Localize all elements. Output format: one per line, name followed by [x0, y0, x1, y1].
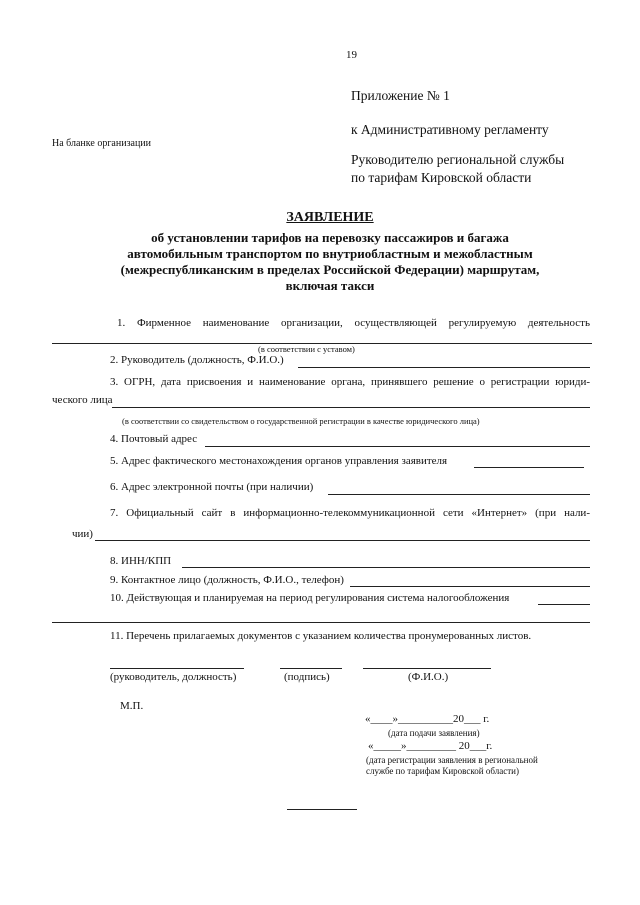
field-6-line[interactable] — [328, 494, 590, 495]
addressee-line-2: по тарифам Кировской области — [351, 170, 532, 185]
field-3-hint: (в соответствии со свидетельством о государственной регистрации в качестве юридического лица) — [122, 416, 480, 426]
submission-date-hint: (дата подачи заявления) — [388, 728, 480, 738]
name-caption: (Ф.И.О.) — [408, 671, 449, 683]
field-11-label: 11. Перечень прилагаемых документов с указанием количества пронумерованных листов. — [110, 630, 532, 642]
signature-line[interactable] — [280, 668, 342, 669]
title-line-4: включая такси — [285, 278, 375, 293]
position-caption: (руководитель, должность) — [110, 671, 237, 683]
registration-date-hint-2: службе по тарифам Кировской области) — [366, 766, 519, 776]
title-line-1: об установлении тарифов на перевозку пассажиров и багажа — [151, 230, 509, 245]
submission-date[interactable]: «____»__________20___ г. — [365, 713, 490, 725]
field-8-label: 8. ИНН/КПП — [110, 555, 172, 567]
document-title: ЗАЯВЛЕНИЕ — [286, 210, 374, 225]
signature-caption: (подпись) — [284, 671, 330, 683]
field-5-label: 5. Адрес фактического местонахождения органов управления заявителя — [110, 455, 448, 467]
field-7-label: 7. Официальный сайт в информационно-телекоммуникационной сети «Интернет» (при нали- — [110, 507, 590, 519]
registration-date[interactable]: «_____»_________ 20___г. — [368, 740, 493, 752]
addressee-line-1: Руководителю региональной службы — [351, 152, 565, 167]
page-number: 19 — [346, 49, 357, 61]
field-10-line[interactable] — [538, 604, 590, 605]
field-7-label-cont: чии) — [72, 528, 93, 540]
stamp-place: М.П. — [120, 700, 144, 712]
title-line-3: (межреспубликанским в пределах Российской Федерации) маршрутам, — [120, 262, 540, 277]
field-4-label: 4. Почтовый адрес — [110, 433, 198, 445]
field-1-label: 1. Фирменное наименование организации, осуществляющей регулируемую деятельность — [117, 317, 590, 329]
field-3-line[interactable] — [112, 407, 590, 408]
org-blank-note: На бланке организации — [52, 138, 152, 149]
field-4-line[interactable] — [205, 446, 590, 447]
regulation-label: к Административному регламенту — [351, 122, 549, 137]
footer-separator — [287, 809, 357, 810]
field-6-label: 6. Адрес электронной почты (при наличии) — [110, 481, 314, 493]
field-2-line[interactable] — [298, 367, 590, 368]
field-10-line-2[interactable] — [52, 622, 590, 623]
field-7-line[interactable] — [95, 540, 590, 541]
field-1-hint: (в соответствии с уставом) — [258, 344, 355, 354]
title-line-2: автомобильным транспортом по внутриобластным и межобластным — [127, 246, 533, 261]
field-9-line[interactable] — [350, 586, 590, 587]
position-line[interactable] — [110, 668, 244, 669]
field-3-label-cont: ческого лица — [52, 394, 113, 406]
appendix-label: Приложение № 1 — [351, 88, 450, 103]
field-9-label: 9. Контактное лицо (должность, Ф.И.О., телефон) — [110, 574, 344, 586]
registration-date-hint-1: (дата регистрации заявления в региональной — [366, 755, 538, 765]
field-2-label: 2. Руководитель (должность, Ф.И.О.) — [110, 354, 284, 366]
field-10-label: 10. Действующая и планируемая на период регулирования система налогообложения — [110, 592, 510, 604]
field-5-line[interactable] — [474, 467, 584, 468]
field-3-label: 3. ОГРН, дата присвоения и наименование органа, принявшего решение о регистрации юриди- — [110, 376, 590, 388]
field-8-line[interactable] — [182, 567, 590, 568]
name-line[interactable] — [363, 668, 491, 669]
